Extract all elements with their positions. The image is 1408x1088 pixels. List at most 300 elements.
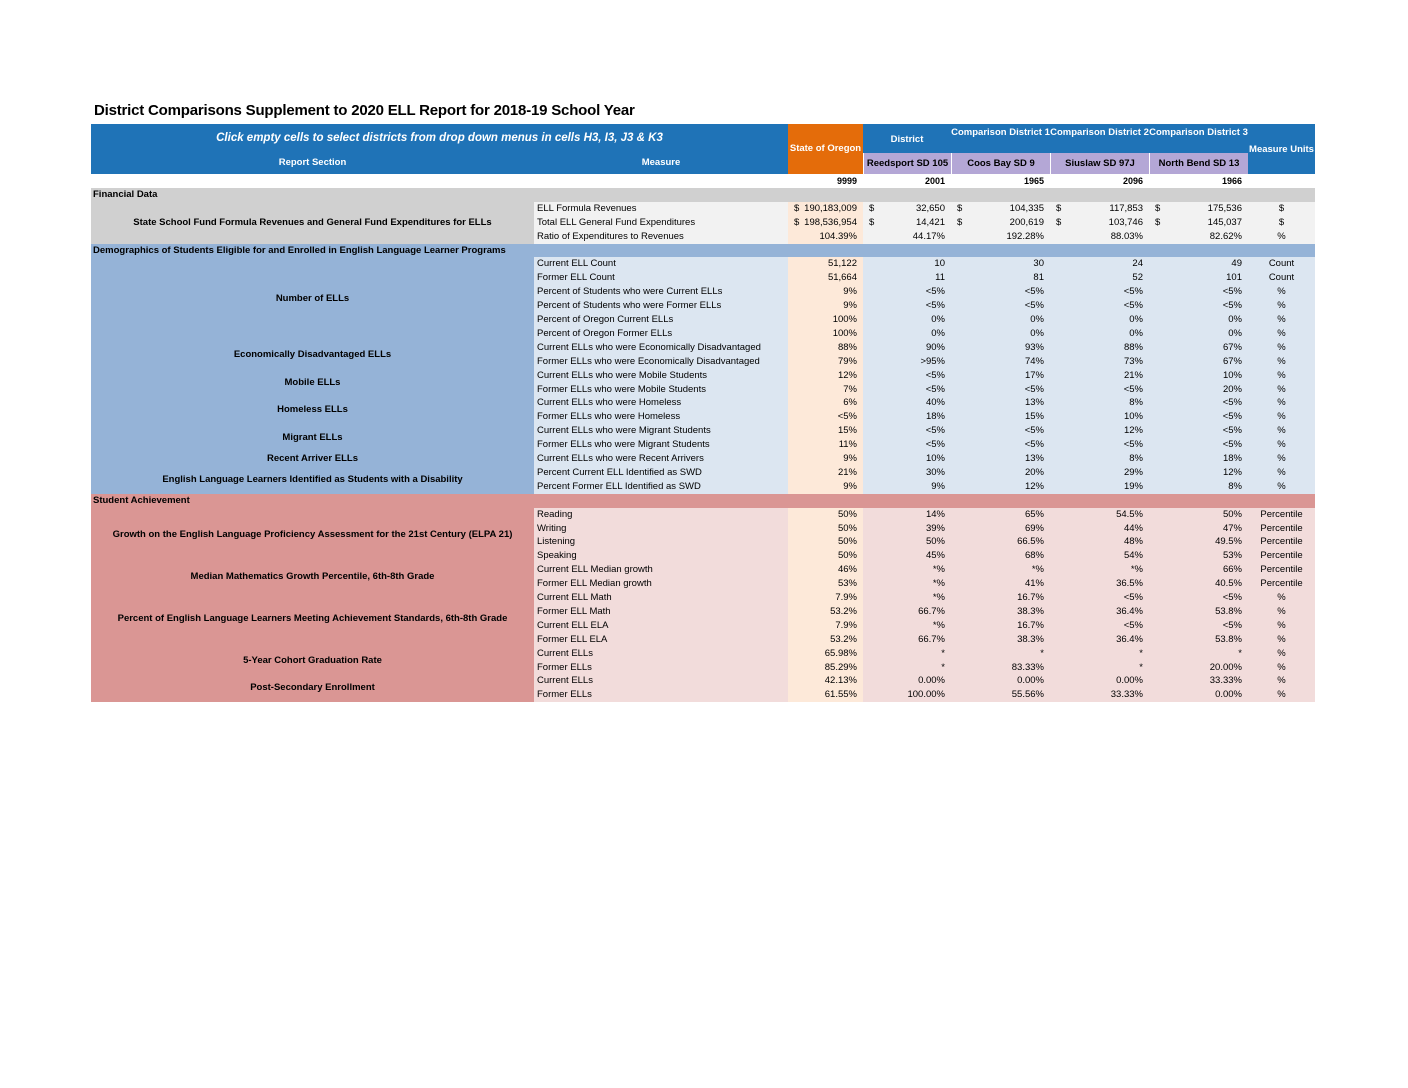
measure-cell: Current ELLs who were Homeless <box>537 397 682 409</box>
state-header-label: State of Oregon <box>789 143 862 154</box>
district-value-4: <5% <box>1222 425 1242 437</box>
district-value-2: 192.28% <box>1006 230 1044 242</box>
unit-cell: % <box>1277 314 1286 326</box>
measure-cell: Former ELL Math <box>537 605 611 617</box>
district-value-3: 21% <box>1123 369 1143 381</box>
district-value-3 <box>1050 216 1149 230</box>
block-label <box>91 452 534 466</box>
section-title: Financial Data <box>93 189 158 200</box>
district-value-3: <5% <box>1123 286 1143 298</box>
district-value-3: <5% <box>1123 439 1143 451</box>
money-value: 32,650 <box>915 202 945 214</box>
district-id-row <box>91 174 1315 188</box>
block-label <box>91 591 534 647</box>
money-value: 103,746 <box>1108 216 1143 228</box>
block-label <box>91 647 534 675</box>
measure-cell: Former ELL ELA <box>537 633 608 645</box>
section-header-row <box>91 188 1315 202</box>
district-value-4: 49 <box>1231 258 1242 270</box>
table-row <box>534 480 1315 494</box>
district-id: 1966 <box>1221 176 1242 186</box>
district-select-1[interactable]: Reedsport SD 105 <box>863 153 951 174</box>
state-value: 50% <box>788 508 863 522</box>
state-value <box>788 202 863 216</box>
section-block <box>91 466 1315 494</box>
section-block <box>91 647 1315 675</box>
currency-symbol: $ <box>957 202 963 214</box>
state-value: 100% <box>788 327 863 341</box>
district-value-2: 0% <box>1030 327 1044 339</box>
measure-cell: Current ELLs who were Recent Arrivers <box>537 453 704 465</box>
district-value-3: 36.5% <box>1116 578 1143 590</box>
district-value-4: <5% <box>1222 619 1242 631</box>
table-row <box>534 591 1315 605</box>
district-value-1: 18% <box>925 411 945 423</box>
money-value: 117,853 <box>1109 202 1143 214</box>
money-value: 198,536,954 <box>804 216 857 228</box>
district-value-4: 0% <box>1228 327 1242 339</box>
district-value-1: 30% <box>925 466 945 478</box>
district-value-2: 30 <box>1033 258 1044 270</box>
measure-cell: Percent of Oregon Current ELLs <box>537 314 674 326</box>
state-value: 9% <box>788 452 863 466</box>
instruction-cell <box>91 124 788 174</box>
money-value: 104,335 <box>1009 202 1044 214</box>
currency-symbol: $ <box>1155 216 1161 228</box>
measure-cell: Current ELLs who were Economically Disadvantaged <box>537 341 761 353</box>
district-value-2 <box>951 216 1050 230</box>
district-value-3: 8% <box>1129 397 1143 409</box>
unit-cell: Percentile <box>1260 564 1303 576</box>
unit-cell: $ <box>1278 216 1285 228</box>
unit-cell: % <box>1277 453 1286 465</box>
table-row <box>534 466 1315 480</box>
unit-cell: % <box>1277 592 1286 604</box>
block-label <box>91 466 534 494</box>
table-row <box>534 647 1315 661</box>
state-value: 7.9% <box>788 591 863 605</box>
block-label-text: English Language Learners Identified as Students with a Disability <box>162 473 463 485</box>
unit-cell: % <box>1277 439 1286 451</box>
currency-symbol: $ <box>794 216 800 228</box>
section-block <box>91 563 1315 591</box>
district-value-3: <5% <box>1123 383 1143 395</box>
measure-header: Measure <box>641 157 681 168</box>
state-value: 9% <box>788 299 863 313</box>
district-value-2: 17% <box>1024 369 1044 381</box>
district-value-1 <box>863 216 951 230</box>
unit-cell: % <box>1277 341 1286 353</box>
district-value-2: <5% <box>1024 286 1044 298</box>
district-value-2: 0.00% <box>1017 675 1044 687</box>
table-row <box>534 383 1315 397</box>
block-label-text: State School Fund Formula Revenues and General Fund Expenditures for ELLs <box>133 216 492 228</box>
block-label-text: Economically Disadvantaged ELLs <box>233 348 392 360</box>
table-row <box>534 202 1315 216</box>
table-body <box>91 188 1315 702</box>
unit-cell: % <box>1277 286 1286 298</box>
state-value: 100% <box>788 313 863 327</box>
district-value-3: 36.4% <box>1116 605 1143 617</box>
block-label <box>91 257 534 340</box>
table-row <box>534 674 1315 688</box>
state-value: 15% <box>788 424 863 438</box>
state-value: 11% <box>788 438 863 452</box>
unit-cell: % <box>1277 619 1286 631</box>
currency-symbol: $ <box>1155 202 1161 214</box>
district-value-3: 88.03% <box>1110 230 1143 242</box>
district-value-4 <box>1149 216 1248 230</box>
unit-cell: % <box>1277 230 1286 242</box>
district-select-3[interactable]: Siuslaw SD 97J <box>1050 153 1149 174</box>
state-value: 51,664 <box>788 271 863 285</box>
state-value: 9% <box>788 285 863 299</box>
section-block <box>91 424 1315 452</box>
district-value-3: 54.5% <box>1116 508 1143 520</box>
comp3-header-label: Comparison District 3 <box>1149 127 1248 138</box>
section-block <box>91 591 1315 647</box>
district-value-1: 50% <box>925 536 945 548</box>
section-title: Demographics of Students Eligible for and Enrolled in English Language Learner Programs <box>93 244 506 256</box>
block-label-text: Migrant ELLs <box>282 432 343 444</box>
district-value-1: <5% <box>925 425 945 437</box>
unit-cell: % <box>1277 647 1286 659</box>
block-label <box>91 369 534 397</box>
district-value-3 <box>1050 202 1149 216</box>
state-value: 53.2% <box>788 605 863 619</box>
measure-cell: Former ELLs who were Migrant Students <box>537 439 710 451</box>
block-label <box>91 424 534 452</box>
unit-cell: % <box>1277 633 1286 645</box>
state-value: 104.39% <box>788 230 863 244</box>
state-value: 85.29% <box>788 661 863 675</box>
district-value-4: <5% <box>1222 397 1242 409</box>
section-header-row <box>91 494 1315 508</box>
currency-symbol: $ <box>1056 216 1062 228</box>
district-value-3: 0.00% <box>1116 675 1143 687</box>
district-value-2: 68% <box>1024 550 1044 562</box>
district-value-1: 39% <box>925 522 945 534</box>
district-select-4[interactable]: North Bend SD 13 <box>1149 153 1248 174</box>
table-row <box>534 577 1315 591</box>
district-value-3: 12% <box>1123 425 1143 437</box>
district-value-3: 44% <box>1123 522 1143 534</box>
money-value: 145,037 <box>1207 216 1242 228</box>
unit-cell: % <box>1277 355 1286 367</box>
district-value-3: 88% <box>1123 341 1143 353</box>
measure-cell: Former ELL Count <box>537 272 615 284</box>
state-value: 7% <box>788 383 863 397</box>
district-value-4: 20.00% <box>1209 661 1242 673</box>
district-value-4: 0% <box>1228 314 1242 326</box>
district-value-3: <5% <box>1123 619 1143 631</box>
district-value-1: <5% <box>925 439 945 451</box>
measure-cell: Listening <box>537 536 576 548</box>
measure-cell: Speaking <box>537 550 577 562</box>
district-value-1: * <box>941 661 945 673</box>
table-row <box>534 257 1315 271</box>
district-value-4 <box>1149 202 1248 216</box>
measure-cell: Percent Current ELL Identified as SWD <box>537 466 702 478</box>
unit-cell: % <box>1277 480 1286 492</box>
district-value-1: 40% <box>925 397 945 409</box>
table-row <box>534 508 1315 522</box>
district-value-2: 0% <box>1030 314 1044 326</box>
district-value-3: *% <box>1130 564 1143 576</box>
measure-cell: Percent of Oregon Former ELLs <box>537 327 673 339</box>
district-value-1: * <box>941 647 945 659</box>
money-value: 190,183,009 <box>804 202 857 214</box>
currency-symbol: $ <box>957 216 963 228</box>
block-label <box>91 508 534 564</box>
district-value-2: <5% <box>1024 300 1044 312</box>
district-value-2: 69% <box>1024 522 1044 534</box>
unit-cell: Percentile <box>1260 578 1303 590</box>
district-value-2: 41% <box>1024 578 1044 590</box>
district-header-label: District <box>890 134 924 145</box>
unit-cell: Count <box>1268 258 1295 270</box>
section-block <box>91 508 1315 564</box>
district-value-2: 66.5% <box>1017 536 1044 548</box>
district-value-2: 93% <box>1024 341 1044 353</box>
unit-cell: % <box>1277 300 1286 312</box>
district-value-3: 24 <box>1132 258 1143 270</box>
district-value-3: * <box>1139 661 1143 673</box>
table-row <box>534 299 1315 313</box>
unit-cell: % <box>1277 661 1286 673</box>
comp1-header-label: Comparison District 1 <box>951 127 1050 138</box>
measure-cell: Former ELLs <box>537 661 592 673</box>
instruction-text: Click empty cells to select districts from drop down menus in cells H3, I3, J3 & K3 <box>216 132 663 144</box>
block-label-text: Growth on the English Language Proficiency Assessment for the 21st Century (ELPA 21) <box>112 529 513 541</box>
district-value-4: 47% <box>1222 522 1242 534</box>
district-value-1: 44.17% <box>912 230 945 242</box>
state-value: 21% <box>788 466 863 480</box>
district-value-3: 29% <box>1123 466 1143 478</box>
state-value: 79% <box>788 355 863 369</box>
district-value-1: *% <box>932 619 945 631</box>
district-value-4: <5% <box>1222 592 1242 604</box>
district-value-1: 90% <box>925 341 945 353</box>
unit-cell: % <box>1277 327 1286 339</box>
district-value-4: 8% <box>1228 480 1242 492</box>
table-row <box>534 452 1315 466</box>
district-headers <box>863 124 1248 153</box>
unit-cell: % <box>1277 605 1286 617</box>
district-value-1: 0% <box>931 327 945 339</box>
district-value-1: 0.00% <box>918 675 945 687</box>
measure-cell: Current ELL Count <box>537 258 616 270</box>
page-title: District Comparisons Supplement to 2020 ELL Report for 2018-19 School Year <box>94 102 635 119</box>
district-value-1: 14% <box>925 508 945 520</box>
district-value-2: 74% <box>1024 355 1044 367</box>
unit-cell: % <box>1277 675 1286 687</box>
district-value-4: 67% <box>1222 341 1242 353</box>
district-value-2: 81 <box>1033 272 1044 284</box>
table-row <box>534 327 1315 341</box>
currency-symbol: $ <box>1056 202 1062 214</box>
section-header-row <box>91 244 1315 258</box>
table-row <box>534 549 1315 563</box>
district-value-1: <5% <box>925 383 945 395</box>
measure-cell: ELL Formula Revenues <box>537 202 637 214</box>
district-value-2: <5% <box>1024 439 1044 451</box>
section-block <box>91 674 1315 702</box>
comp2-header-label: Comparison District 2 <box>1050 127 1149 138</box>
unit-cell: % <box>1277 689 1286 701</box>
section-block <box>91 341 1315 369</box>
district-value-4: 82.62% <box>1209 230 1242 242</box>
district-id: 9999 <box>836 176 857 186</box>
district-value-2: 15% <box>1024 411 1044 423</box>
state-value: 42.13% <box>788 674 863 688</box>
state-value: 50% <box>788 549 863 563</box>
unit-cell: Percentile <box>1260 522 1303 534</box>
state-value: 12% <box>788 369 863 383</box>
district-value-2: 20% <box>1024 466 1044 478</box>
section-block <box>91 396 1315 424</box>
district-value-3: <5% <box>1123 300 1143 312</box>
district-value-2: * <box>1040 647 1044 659</box>
district-value-1: 11 <box>935 272 945 284</box>
district-value-1: *% <box>932 592 945 604</box>
state-value <box>788 216 863 230</box>
currency-symbol: $ <box>869 202 875 214</box>
unit-cell: Count <box>1268 272 1295 284</box>
table-row <box>534 619 1315 633</box>
district-value-4: 12% <box>1222 466 1242 478</box>
measure-cell: Reading <box>537 508 573 520</box>
measure-cell: Former ELLs who were Homeless <box>537 411 681 423</box>
district-value-1: *% <box>932 578 945 590</box>
report-section-header: Report Section <box>278 157 347 168</box>
unit-cell: % <box>1277 411 1286 423</box>
table-row <box>534 424 1315 438</box>
district-value-1: <5% <box>925 300 945 312</box>
state-value: 53.2% <box>788 633 863 647</box>
block-label-text: 5-Year Cohort Graduation Rate <box>243 654 382 666</box>
district-value-3: 54% <box>1123 550 1143 562</box>
table-row <box>534 605 1315 619</box>
district-value-1: 100.00% <box>907 689 945 701</box>
district-value-3: * <box>1139 647 1143 659</box>
unit-cell: Percentile <box>1260 508 1303 520</box>
district-value-2: 38.3% <box>1017 605 1044 617</box>
block-label-text: Percent of English Language Learners Meeting Achievement Standards, 6th-8th Grade <box>117 612 508 624</box>
district-value-4: 33.33% <box>1209 675 1242 687</box>
table-row <box>534 230 1315 244</box>
district-value-4: 20% <box>1222 383 1242 395</box>
district-value-1: <5% <box>925 369 945 381</box>
district-value-2: 55.56% <box>1011 689 1044 701</box>
unit-cell: % <box>1277 397 1286 409</box>
state-value: 65.98% <box>788 647 863 661</box>
table-row <box>534 369 1315 383</box>
district-value-3: 36.4% <box>1116 633 1143 645</box>
district-value-4: 49.5% <box>1215 536 1242 548</box>
state-value: 7.9% <box>788 619 863 633</box>
table-header <box>91 124 1315 174</box>
unit-cell: Percentile <box>1260 550 1303 562</box>
measure-units-header <box>1248 124 1315 174</box>
block-label-text: Mobile ELLs <box>284 376 341 388</box>
district-value-2: *% <box>1031 564 1044 576</box>
state-header <box>788 124 863 174</box>
district-value-3: 10% <box>1123 411 1143 423</box>
measure-cell: Current ELL Math <box>537 592 612 604</box>
district-id: 1965 <box>1023 176 1044 186</box>
table-row <box>534 396 1315 410</box>
block-label <box>91 341 534 369</box>
table-row <box>534 438 1315 452</box>
district-value-4: 53.8% <box>1215 605 1242 617</box>
district-value-2: 16.7% <box>1017 592 1044 604</box>
block-label-text: Median Mathematics Growth Percentile, 6th-8th Grade <box>190 571 435 583</box>
measure-cell: Former ELLs who were Mobile Students <box>537 383 706 395</box>
table-row <box>534 355 1315 369</box>
table-row <box>534 633 1315 647</box>
block-label-text: Post-Secondary Enrollment <box>250 682 375 694</box>
district-value-4: 40.5% <box>1215 578 1242 590</box>
district-value-3: 48% <box>1123 536 1143 548</box>
section-block <box>91 202 1315 244</box>
district-value-4: 67% <box>1222 355 1242 367</box>
state-value: 46% <box>788 563 863 577</box>
district-value-3: 73% <box>1123 355 1143 367</box>
measure-cell: Current ELLs who were Mobile Students <box>537 369 708 381</box>
district-value-2: 12% <box>1024 480 1044 492</box>
measure-cell: Ratio of Expenditures to Revenues <box>537 230 684 242</box>
district-select-2[interactable]: Coos Bay SD 9 <box>951 153 1050 174</box>
district-value-4: <5% <box>1222 300 1242 312</box>
measure-cell: Writing <box>537 522 567 534</box>
district-value-1: 45% <box>925 550 945 562</box>
state-value: 50% <box>788 535 863 549</box>
state-value: 6% <box>788 396 863 410</box>
unit-cell: % <box>1277 425 1286 437</box>
district-value-1: 9% <box>931 480 945 492</box>
currency-symbol: $ <box>794 202 800 214</box>
unit-cell: % <box>1277 466 1286 478</box>
district-value-3: 33.33% <box>1110 689 1143 701</box>
district-value-1: 66.7% <box>918 605 945 617</box>
table-row <box>534 313 1315 327</box>
block-label-text: Recent Arriver ELLs <box>267 452 358 464</box>
district-value-1: <5% <box>925 286 945 298</box>
state-value: 50% <box>788 522 863 536</box>
district-value-1: >95% <box>920 355 945 367</box>
state-value: 53% <box>788 577 863 591</box>
comparison-table <box>91 124 1315 702</box>
district-id: 2001 <box>924 176 945 186</box>
block-label <box>91 674 534 702</box>
district-value-4: 50% <box>1222 508 1242 520</box>
table-row <box>534 216 1315 230</box>
section-title: Student Achievement <box>93 494 190 506</box>
measure-cell: Percent of Students who were Former ELLs <box>537 300 722 312</box>
district-value-4: * <box>1238 647 1242 659</box>
district-value-3: 0% <box>1129 314 1143 326</box>
measure-cell: Percent of Students who were Current ELLs <box>537 286 723 298</box>
district-value-1: *% <box>932 564 945 576</box>
district-value-4: 53% <box>1222 550 1242 562</box>
table-row <box>534 535 1315 549</box>
section-block <box>91 452 1315 466</box>
district-value-1: 0% <box>931 314 945 326</box>
district-value-3: 0% <box>1129 327 1143 339</box>
measure-cell: Current ELLs who were Migrant Students <box>537 425 711 437</box>
block-label <box>91 202 534 244</box>
